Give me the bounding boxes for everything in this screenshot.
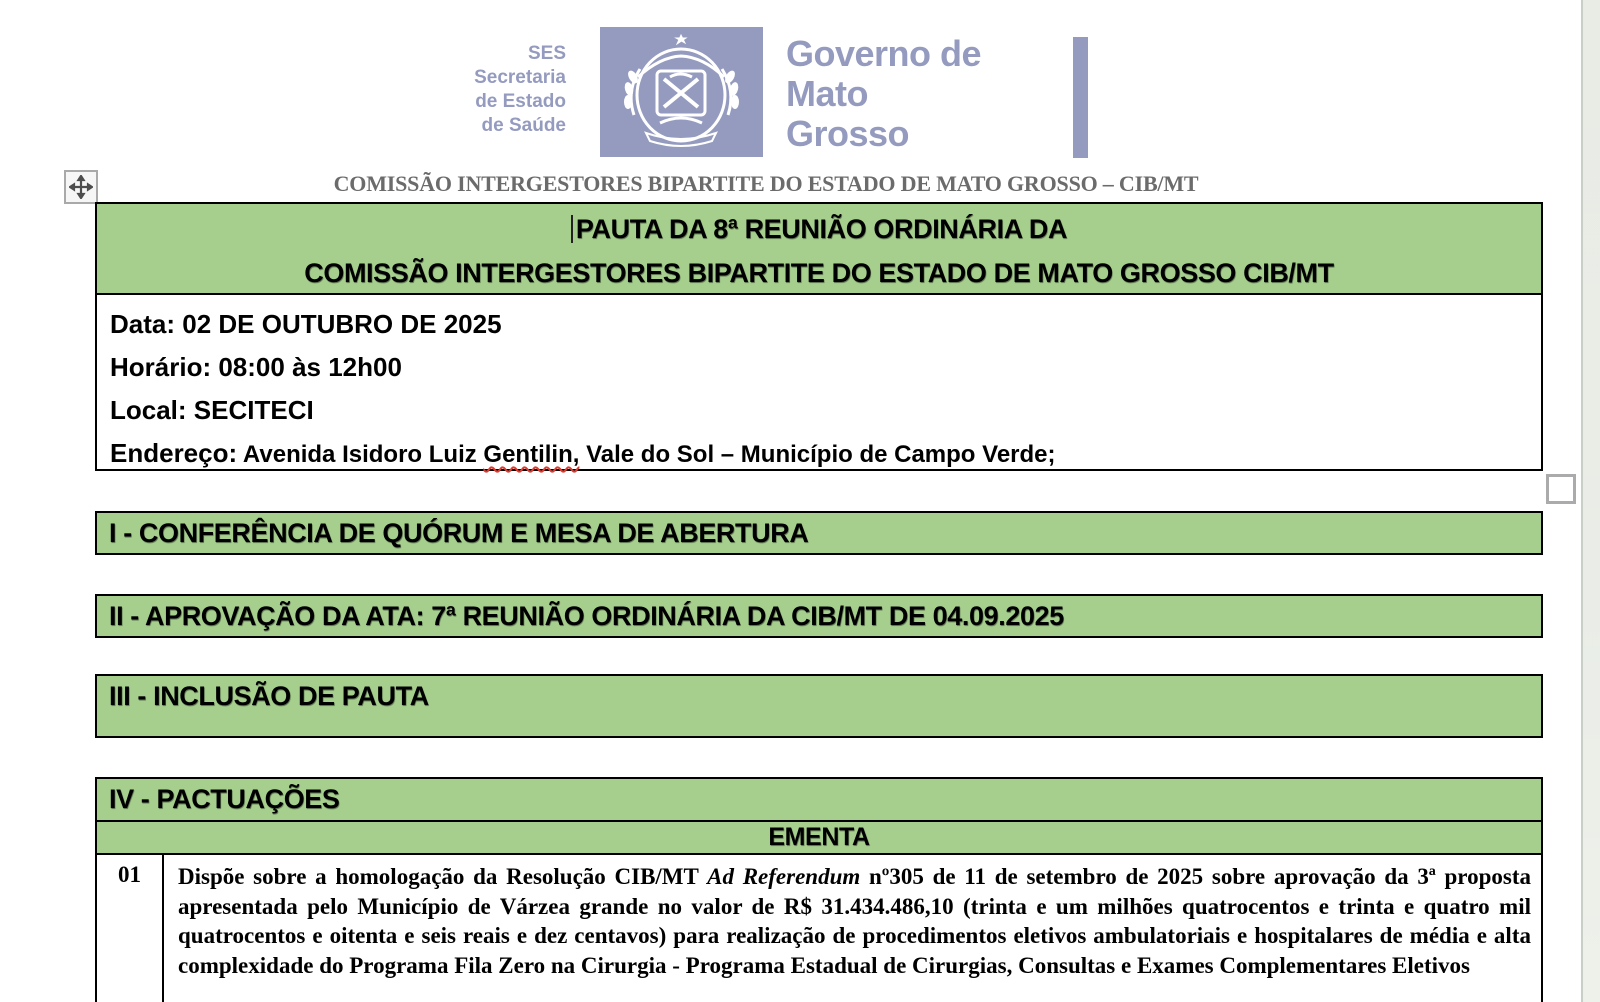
ses-line: de Saúde bbox=[481, 115, 566, 136]
place-value: SECITECI bbox=[186, 395, 314, 425]
gov-line: Governo de bbox=[786, 33, 982, 74]
meeting-time bbox=[110, 346, 1533, 389]
ementa-column-header: EMENTA bbox=[97, 822, 1541, 855]
pactuacao-row bbox=[97, 855, 1541, 1002]
agenda-title-line1-text: PAUTA DA 8ª REUNIÃO ORDINÁRIA DA bbox=[575, 214, 1068, 244]
place-label: Local: bbox=[110, 395, 187, 425]
gov-line: Grosso bbox=[786, 113, 910, 154]
address-misspelled-word: Gentilin, bbox=[483, 441, 580, 468]
date-label: Data: bbox=[110, 309, 176, 339]
section-banner-quorum: I - CONFERÊNCIA DE QUÓRUM E MESA DE ABERTURA bbox=[95, 511, 1543, 555]
ses-line: SES bbox=[527, 43, 566, 64]
pactuacoes-table bbox=[95, 777, 1543, 1002]
section-banner-ata: II - APROVAÇÃO DA ATA: 7ª REUNIÃO ORDINÁRIA DA CIB/MT DE 04.09.2025 bbox=[95, 594, 1543, 638]
address-value-cont: Vale do Sol – Município de Campo Verde; bbox=[579, 441, 1056, 468]
pactuacao-text bbox=[164, 855, 1541, 1002]
meeting-date bbox=[110, 303, 1533, 346]
ses-logo-text bbox=[400, 42, 566, 138]
ses-line: de Estado bbox=[475, 91, 566, 112]
document-header-title: COMISSÃO INTERGESTORES BIPARTITE DO ESTADO DE MATO GROSSO – CIB/MT bbox=[333, 171, 1199, 196]
agenda-title-line1 bbox=[97, 207, 1541, 251]
ses-line: Secretaria bbox=[474, 67, 566, 88]
address-label: Endereço: bbox=[110, 438, 238, 468]
section-banner-inclusao: III - INCLUSÃO DE PAUTA bbox=[95, 674, 1543, 738]
date-value: 02 DE OUTUBRO DE 2025 bbox=[175, 309, 502, 339]
ementa-text-start: Dispõe sobre a homologação da Resolução CIB/MT bbox=[178, 864, 708, 889]
text-cursor bbox=[571, 215, 573, 243]
section-banner-pactuacoes: IV - PACTUAÇÕES bbox=[97, 779, 1541, 822]
address-value: Avenida Isidoro Luiz bbox=[237, 441, 484, 468]
time-label: Horário: bbox=[110, 352, 212, 382]
agenda-header-table bbox=[95, 202, 1543, 471]
mato-grosso-coat-of-arms-icon bbox=[600, 27, 763, 157]
agenda-title-row bbox=[97, 204, 1541, 295]
ementa-text-rest: nº305 de 11 de setembro de 2025 sobre aprovação da 3ª proposta apresentada pelo Município de Várzea grande no valor de R$ 31.434.486,10 (trinta e um milhões quatrocentos e trinta e quatro mil quatrocentos e oitenta e seis reais e dez centavos) para realização de procedimentos eletivos ambulatoriais e hospitalares de média e alta complexidade do Programa Fila Zero na Cirurgia - Programa Estadual de Cirurgias, Consultas e Exames Complementares Eletivos bbox=[178, 864, 1531, 978]
meeting-address bbox=[110, 432, 1533, 476]
ementa-text-italic: Ad Referendum bbox=[707, 864, 861, 889]
gov-line: Mato bbox=[786, 73, 868, 114]
table-resize-handle[interactable] bbox=[1546, 474, 1576, 504]
pactuacao-number: 01 bbox=[97, 855, 164, 1002]
meeting-info-cell bbox=[97, 295, 1541, 469]
logo-vertical-bar bbox=[1073, 37, 1088, 158]
meeting-place bbox=[110, 389, 1533, 432]
time-value: 08:00 às 12h00 bbox=[211, 352, 402, 382]
agenda-title-line2: COMISSÃO INTERGESTORES BIPARTITE DO ESTADO DE MATO GROSSO CIB/MT bbox=[304, 258, 1334, 288]
governo-mato-grosso-wordmark bbox=[786, 34, 981, 154]
scrollbar-track[interactable] bbox=[1581, 0, 1600, 1002]
